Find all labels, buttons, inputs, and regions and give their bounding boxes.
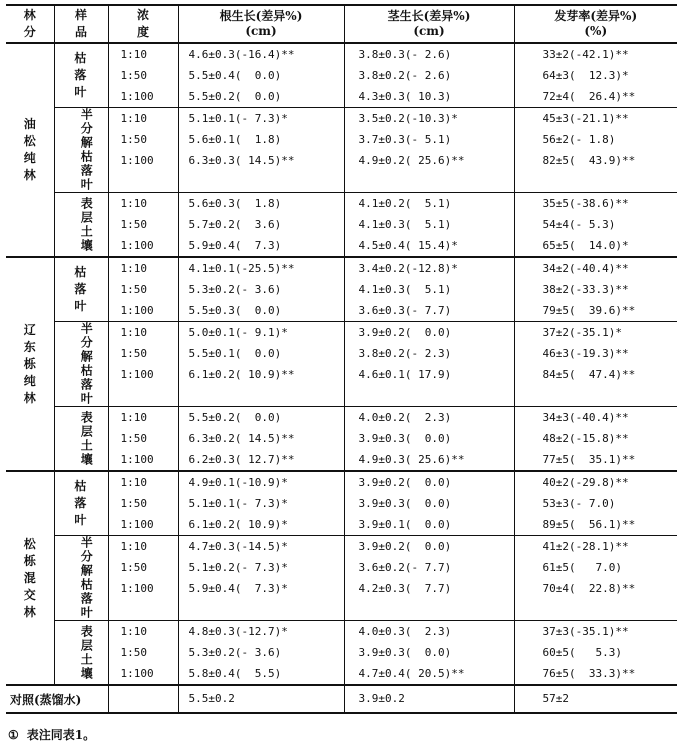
table-cell-value: 35±5(-38.6)**: [542, 197, 629, 210]
table-cell-value: 1:100: [120, 518, 154, 531]
sample-name: 枯落叶: [74, 51, 87, 99]
document-page: [6, 4, 677, 743]
table-cell-value: 56±2(- 1.8): [542, 133, 616, 146]
table-cell-value: 1:10: [120, 476, 147, 489]
table-cell-value: 5.9±0.4( 7.3)*: [188, 582, 288, 595]
table-cell-value: 70±4( 22.8)**: [542, 582, 636, 595]
sample-wrap: [55, 322, 108, 406]
conc-cell: [108, 536, 178, 621]
table-cell-value: 3.7±0.3(- 5.1): [358, 133, 452, 146]
table-cell-value: 84±5( 47.4)**: [542, 368, 636, 381]
conc-cell: [108, 108, 178, 193]
table-cell-value: 6.1±0.2( 10.9)*: [188, 518, 288, 531]
table-cell-value: 1:10: [120, 411, 147, 424]
sample-name: 半分解枯落叶: [79, 108, 94, 192]
table-cell-value: 5.9±0.4( 7.3): [188, 239, 282, 252]
table-cell-value: 4.1±0.3( 5.1): [358, 283, 452, 296]
table-cell-value: 1:100: [120, 368, 154, 381]
table-cell-value: 41±2(-28.1)**: [542, 540, 629, 553]
table-cell-value: 5.5±0.4( 0.0): [188, 69, 282, 82]
root-cell: [178, 108, 344, 193]
table-cell-value: 3.6±0.2(- 7.7): [358, 561, 452, 574]
table-cell-value: 4.6±0.3(-16.4)**: [188, 48, 295, 61]
table-cell-value: 5.5±0.1( 0.0): [188, 347, 282, 360]
header-germ: 发芽率(差异%) (%): [514, 5, 677, 43]
header-forest: 林分: [6, 5, 54, 43]
germ-cell: [514, 471, 677, 536]
table-cell-value: 3.5±0.2(-10.3)*: [358, 112, 458, 125]
table-cell-value: 1:50: [120, 347, 147, 360]
sample-wrap: [55, 108, 108, 192]
footnote-marker: ①: [8, 728, 19, 742]
table-cell-value: 1:100: [120, 667, 154, 680]
germ-cell: [514, 621, 677, 686]
table-row-group: [6, 322, 677, 407]
table-cell-value: 5.5±0.2( 0.0): [188, 90, 282, 103]
control-stem-cell: [344, 685, 514, 713]
table-cell-value: 3.9±0.2( 0.0): [358, 326, 452, 339]
control-label: 对照(蒸馏水): [6, 685, 108, 713]
sample-cell: [54, 108, 108, 193]
table-row-group: [6, 108, 677, 193]
table-cell-value: 1:10: [120, 326, 147, 339]
header-row: [6, 5, 677, 43]
table-cell-value: 3.9±0.1( 0.0): [358, 518, 452, 531]
table-cell-value: 5.0±0.1(- 9.1)*: [188, 326, 288, 339]
table-cell-value: 1:50: [120, 646, 147, 659]
germ-cell: [514, 407, 677, 472]
root-cell: [178, 471, 344, 536]
table-cell-value: 34±3(-40.4)**: [542, 411, 629, 424]
root-cell: [178, 322, 344, 407]
table-cell-value: 3.9±0.3( 0.0): [358, 497, 452, 510]
control-germ-value: 57±2: [542, 692, 569, 705]
table-cell-value: 1:100: [120, 90, 154, 103]
germ-cell: [514, 322, 677, 407]
table-cell-value: 3.4±0.2(-12.8)*: [358, 262, 458, 275]
table-cell-value: 6.3±0.3( 14.5)**: [188, 154, 295, 167]
table-cell-value: 1:100: [120, 239, 154, 252]
table-cell-value: 5.8±0.4( 5.5): [188, 667, 282, 680]
table-cell-value: 1:50: [120, 283, 147, 296]
header-stem: 茎生长(差异%) (cm): [344, 5, 514, 43]
stem-cell: [344, 407, 514, 472]
sample-name: 半分解枯落叶: [79, 322, 94, 406]
table-row-group: [6, 193, 677, 258]
forest-name-cell: [6, 43, 54, 257]
germ-cell: [514, 536, 677, 621]
sample-name: 枯落叶: [74, 479, 87, 527]
table-cell-value: 5.1±0.1(- 7.3)*: [188, 112, 288, 125]
table-cell-value: 1:50: [120, 432, 147, 445]
conc-cell: [108, 193, 178, 258]
table-cell-value: 1:50: [120, 133, 147, 146]
root-cell: [178, 536, 344, 621]
stem-cell: [344, 108, 514, 193]
table-cell-value: 3.6±0.3(- 7.7): [358, 304, 452, 317]
table-cell-value: 61±5( 7.0): [542, 561, 622, 574]
table-cell-value: 1:10: [120, 540, 147, 553]
control-conc-cell: [108, 685, 178, 713]
table-cell-value: 1:50: [120, 561, 147, 574]
table-cell-value: 4.0±0.2( 2.3): [358, 411, 452, 424]
table-cell-value: 5.6±0.1( 1.8): [188, 133, 282, 146]
control-root-value: 5.5±0.2: [188, 692, 235, 705]
table-cell-value: 1:10: [120, 48, 147, 61]
conc-cell: [108, 322, 178, 407]
table-cell-value: 4.0±0.3( 2.3): [358, 625, 452, 638]
table-cell-value: 37±3(-35.1)**: [542, 625, 629, 638]
root-cell: [178, 621, 344, 686]
root-cell: [178, 193, 344, 258]
stem-cell: [344, 621, 514, 686]
germ-cell: [514, 108, 677, 193]
table-cell-value: 72±4( 26.4)**: [542, 90, 636, 103]
table-cell-value: 4.9±0.2( 25.6)**: [358, 154, 465, 167]
table-cell-value: 4.5±0.4( 15.4)*: [358, 239, 458, 252]
sample-wrap: [55, 264, 108, 315]
germ-cell: [514, 257, 677, 322]
sample-cell: [54, 257, 108, 322]
stem-cell: [344, 471, 514, 536]
table-cell-value: 37±2(-35.1)*: [542, 326, 622, 339]
table-cell-value: 64±3( 12.3)*: [542, 69, 629, 82]
table-cell-value: 76±5( 33.3)**: [542, 667, 636, 680]
table-cell-value: 4.3±0.3( 10.3): [358, 90, 452, 103]
table-cell-value: 89±5( 56.1)**: [542, 518, 636, 531]
germ-cell: [514, 193, 677, 258]
forest-name-cell: [6, 471, 54, 685]
table-cell-value: 4.2±0.3( 7.7): [358, 582, 452, 595]
root-cell: [178, 257, 344, 322]
table-row-group: [6, 471, 677, 536]
sample-wrap: [55, 411, 108, 467]
sample-wrap: [55, 197, 108, 253]
sample-cell: [54, 322, 108, 407]
table-cell-value: 3.9±0.3( 0.0): [358, 646, 452, 659]
control-germ-cell: [514, 685, 677, 713]
table-cell-value: 5.1±0.2(- 7.3)*: [188, 561, 288, 574]
table-cell-value: 45±3(-21.1)**: [542, 112, 629, 125]
footnote-text: 表注同表1。: [26, 728, 96, 742]
forest-name-cell: [6, 257, 54, 471]
control-stem-value: 3.9±0.2: [358, 692, 405, 705]
table-cell-value: 34±2(-40.4)**: [542, 262, 629, 275]
conc-cell: [108, 43, 178, 108]
root-cell: [178, 407, 344, 472]
table-body: [6, 43, 677, 713]
table-cell-value: 4.8±0.3(-12.7)*: [188, 625, 288, 638]
table-cell-value: 5.5±0.2( 0.0): [188, 411, 282, 424]
table-cell-value: 4.9±0.1(-10.9)*: [188, 476, 288, 489]
table-cell-value: 1:10: [120, 197, 147, 210]
table-cell-value: 77±5( 35.1)**: [542, 453, 636, 466]
table-cell-value: 48±2(-15.8)**: [542, 432, 629, 445]
table-cell-value: 1:100: [120, 582, 154, 595]
table-cell-value: 1:50: [120, 218, 147, 231]
table-cell-value: 3.8±0.2(- 2.3): [358, 347, 452, 360]
header-sample: 样品: [54, 5, 108, 43]
table-cell-value: 33±2(-42.1)**: [542, 48, 629, 61]
sample-name: 半分解枯落叶: [79, 536, 94, 620]
vertical-label: 辽东栎纯林: [23, 322, 36, 405]
table-cell-value: 5.7±0.2( 3.6): [188, 218, 282, 231]
table-cell-value: 5.1±0.1(- 7.3)*: [188, 497, 288, 510]
table-cell-value: 38±2(-33.3)**: [542, 283, 629, 296]
sample-wrap: [55, 625, 108, 681]
data-table: [6, 4, 677, 714]
table-cell-value: 3.9±0.3( 0.0): [358, 432, 452, 445]
table-cell-value: 40±2(-29.8)**: [542, 476, 629, 489]
stem-cell: [344, 43, 514, 108]
footnote: [6, 726, 677, 743]
table-cell-value: 79±5( 39.6)**: [542, 304, 636, 317]
sample-name: 表层土壤: [79, 624, 94, 681]
table-cell-value: 4.1±0.2( 5.1): [358, 197, 452, 210]
table-cell-value: 82±5( 43.9)**: [542, 154, 636, 167]
table-row-group: [6, 43, 677, 108]
sample-cell: [54, 471, 108, 536]
table-cell-value: 53±3(- 7.0): [542, 497, 616, 510]
sample-name: 表层土壤: [79, 410, 94, 467]
sample-cell: [54, 43, 108, 108]
table-row-group: [6, 407, 677, 472]
stem-cell: [344, 322, 514, 407]
table-cell-value: 65±5( 14.0)*: [542, 239, 629, 252]
table-row-group: [6, 257, 677, 322]
table-cell-value: 1:100: [120, 304, 154, 317]
table-cell-value: 5.3±0.2(- 3.6): [188, 283, 282, 296]
root-cell: [178, 43, 344, 108]
table-cell-value: 5.5±0.3( 0.0): [188, 304, 282, 317]
table-cell-value: 4.9±0.3( 25.6)**: [358, 453, 465, 466]
control-row: [6, 685, 677, 713]
table-cell-value: 4.1±0.1(-25.5)**: [188, 262, 295, 275]
table-cell-value: 3.9±0.2( 0.0): [358, 540, 452, 553]
header-conc: 浓度: [108, 5, 178, 43]
table-cell-value: 1:10: [120, 625, 147, 638]
table-cell-value: 6.3±0.2( 14.5)**: [188, 432, 295, 445]
table-cell-value: 4.7±0.3(-14.5)*: [188, 540, 288, 553]
vertical-label: 油松纯林: [23, 117, 36, 182]
sample-cell: [54, 193, 108, 258]
conc-cell: [108, 471, 178, 536]
table-cell-value: 3.9±0.2( 0.0): [358, 476, 452, 489]
table-cell-value: 6.2±0.3( 12.7)**: [188, 453, 295, 466]
table-row-group: [6, 621, 677, 686]
table-cell-value: 1:100: [120, 453, 154, 466]
sample-name: 枯落叶: [74, 265, 87, 313]
sample-cell: [54, 536, 108, 621]
sample-cell: [54, 407, 108, 472]
conc-cell: [108, 621, 178, 686]
sample-wrap: [55, 478, 108, 529]
table-cell-value: 5.6±0.3( 1.8): [188, 197, 282, 210]
table-cell-value: 3.8±0.2(- 2.6): [358, 69, 452, 82]
table-cell-value: 1:50: [120, 497, 147, 510]
table-cell-value: 6.1±0.2( 10.9)**: [188, 368, 295, 381]
control-root-cell: [178, 685, 344, 713]
conc-cell: [108, 257, 178, 322]
conc-cell: [108, 407, 178, 472]
table-cell-value: 60±5( 5.3): [542, 646, 622, 659]
table-cell-value: 1:10: [120, 112, 147, 125]
table-cell-value: 5.3±0.2(- 3.6): [188, 646, 282, 659]
table-cell-value: 1:10: [120, 262, 147, 275]
table-cell-value: 4.1±0.3( 5.1): [358, 218, 452, 231]
sample-cell: [54, 621, 108, 686]
sample-wrap: [55, 536, 108, 620]
table-cell-value: 54±4(- 5.3): [542, 218, 616, 231]
vertical-label: 松栎混交林: [23, 536, 36, 619]
germ-cell: [514, 43, 677, 108]
table-cell-value: 4.7±0.4( 20.5)**: [358, 667, 465, 680]
stem-cell: [344, 257, 514, 322]
header-root: 根生长(差异%) (cm): [178, 5, 344, 43]
table-cell-value: 1:100: [120, 154, 154, 167]
table-cell-value: 46±3(-19.3)**: [542, 347, 629, 360]
sample-wrap: [55, 50, 108, 101]
table-row-group: [6, 536, 677, 621]
table-cell-value: 3.8±0.3(- 2.6): [358, 48, 452, 61]
table-cell-value: 4.6±0.1( 17.9): [358, 368, 452, 381]
sample-name: 表层土壤: [79, 196, 94, 253]
stem-cell: [344, 193, 514, 258]
stem-cell: [344, 536, 514, 621]
table-cell-value: 1:50: [120, 69, 147, 82]
